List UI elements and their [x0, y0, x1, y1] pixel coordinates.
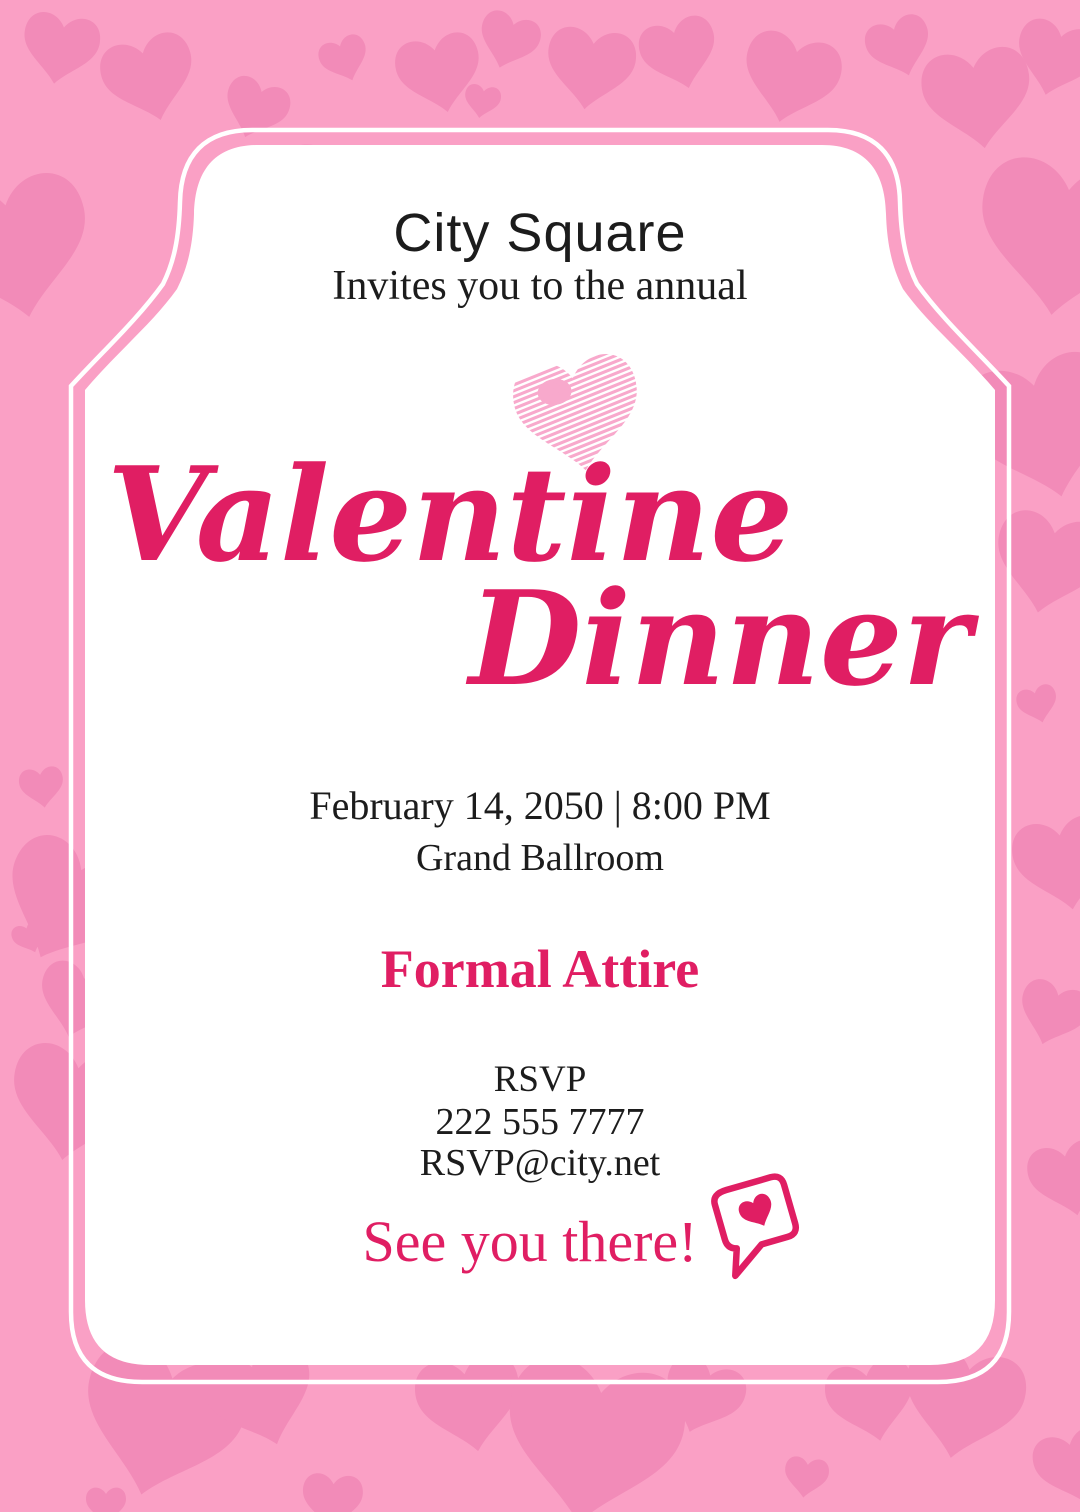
dress-code: Formal Attire: [380, 939, 700, 999]
host-name: City Square: [393, 203, 687, 263]
rsvp-label: RSVP: [493, 1059, 587, 1100]
event-title-line1: Valentine: [106, 438, 794, 591]
invite-subtitle: Invites you to the annual: [332, 263, 748, 309]
event-datetime: February 14, 2050 | 8:00 PM: [309, 783, 771, 828]
rsvp-phone: 222 555 7777: [435, 1101, 645, 1143]
rsvp-email: RSVP@city.net: [419, 1142, 661, 1184]
event-venue: Grand Ballroom: [415, 837, 664, 879]
event-title-line2: Dinner: [468, 562, 972, 715]
closing-line: See you there!: [362, 1209, 698, 1274]
